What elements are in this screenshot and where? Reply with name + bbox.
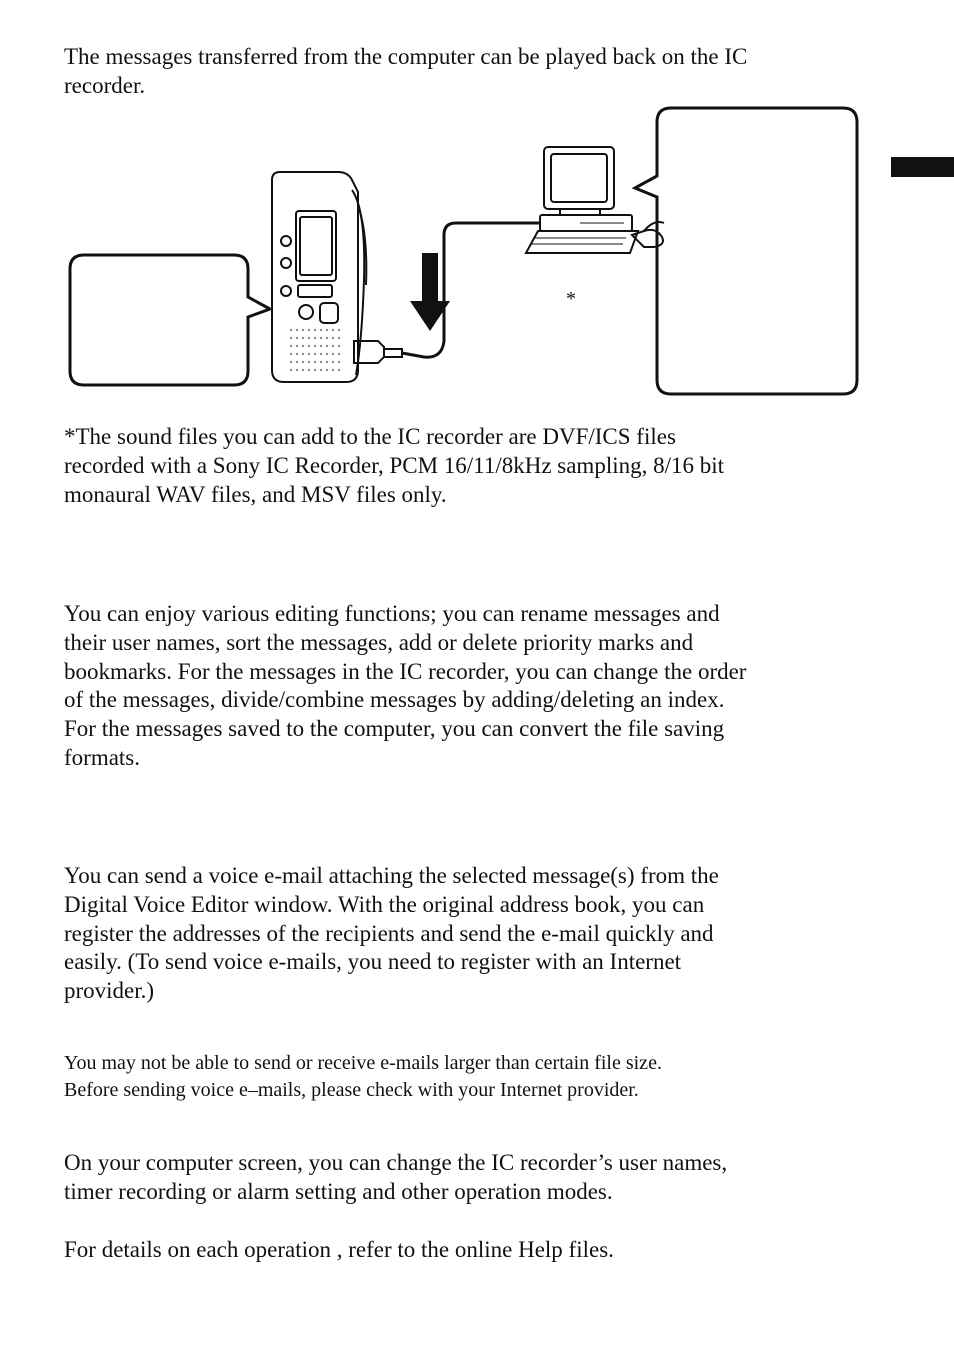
intro-paragraph: The messages transferred from the computer can be played back on the IC recorder. (64, 44, 748, 98)
connection-diagram (60, 105, 860, 400)
computer-illustration (526, 147, 664, 253)
editing-paragraph: You can enjoy various editing functions; you can rename messages and their user names, sort the messages, add or delete priority marks and bookmarks. For the messages in the IC recorder, you can change the order of the messages, divide/combine messages by adding/deleting an index. For the messages saved to the computer, you can convert the file saving formats. (64, 601, 747, 770)
section-tab-marker (891, 157, 954, 177)
diagram-asterisk: * (566, 288, 576, 310)
left-speech-bubble (70, 255, 270, 385)
right-speech-bubble (635, 108, 857, 394)
ic-recorder-illustration (272, 172, 402, 382)
email-paragraph: You can send a voice e-mail attaching the selected message(s) from the Digital Voice Editor window. With the original address book, you can register the addresses of the recipients and send the e-mail quickly and easily. (To send voice e-mails, you need to register with an Internet provider.) (64, 863, 719, 1004)
email-note: You may not be able to send or receive e-mails larger than certain file size. Before sending voice e–mails, please check with your Internet provider. (64, 1052, 662, 1101)
footnote-paragraph: *The sound files you can add to the IC recorder are DVF/ICS files recorded with a Sony IC Recorder, PCM 16/11/8kHz sampling, 8/16 bit monaural WAV files, and MSV files only. (64, 424, 725, 507)
help-paragraph: For details on each operation , refer to the online Help files. (64, 1237, 614, 1262)
settings-paragraph: On your computer screen, you can change the IC recorder’s user names, timer recording or alarm setting and other operation modes. (64, 1150, 728, 1204)
